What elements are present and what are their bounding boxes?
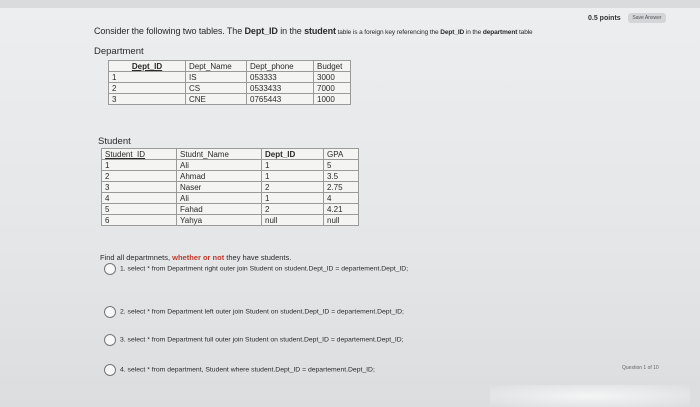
radio-button[interactable] xyxy=(104,306,116,318)
table-cell: 0765443 xyxy=(247,94,314,105)
table-cell: 1 xyxy=(262,193,324,204)
table-cell: CNE xyxy=(186,94,247,105)
table-row xyxy=(109,94,351,105)
table-row xyxy=(102,193,359,204)
option-label: 1. select * from Department right outer join Student on student.Dept_ID = departement.Dept_ID; xyxy=(120,265,409,273)
prompt-text xyxy=(100,253,291,262)
table-cell: 2 xyxy=(102,171,177,182)
table-cell: 7000 xyxy=(314,83,351,94)
table-cell: 3 xyxy=(109,94,186,105)
table-cell: 1000 xyxy=(314,94,351,105)
question-part: table is a foreign key referencing the xyxy=(335,29,441,36)
column-header: Dept_ID xyxy=(262,149,324,160)
table-cell: Naser xyxy=(177,182,262,193)
column-header: Studnt_Name xyxy=(177,149,262,160)
table-cell: 6 xyxy=(102,215,177,226)
table-cell: 2 xyxy=(262,182,324,193)
table-cell: 4 xyxy=(324,193,359,204)
table-cell: 053333 xyxy=(247,72,314,83)
option-label: 2. select * from Department left outer join Student on student.Dept_ID = departement.Dept_ID; xyxy=(120,308,404,316)
column-header: Dept_ID xyxy=(109,61,186,72)
table-cell: 4 xyxy=(102,193,177,204)
save-answer-button[interactable]: Save Answer xyxy=(628,13,666,23)
table-cell: 4.21 xyxy=(324,204,359,215)
department-caption: Department xyxy=(94,46,144,57)
table-row xyxy=(102,171,359,182)
prompt-part: they have students. xyxy=(224,253,292,262)
table-cell: 2 xyxy=(262,204,324,215)
points-label: 0.5 points xyxy=(588,15,621,22)
table-cell: CS xyxy=(186,83,247,94)
table-cell: 3 xyxy=(102,182,177,193)
student-table xyxy=(101,148,359,226)
table-row xyxy=(102,160,359,171)
question-bold: Dept_ID xyxy=(440,29,465,36)
prompt-part: Find all departmnets, xyxy=(100,253,173,262)
question-bold: Dept_ID xyxy=(244,26,278,36)
table-cell: 3000 xyxy=(314,72,351,83)
question-part: Consider the following two tables. The xyxy=(94,26,245,36)
table-cell: 1 xyxy=(262,171,324,182)
table-row xyxy=(109,83,351,94)
table-row xyxy=(102,204,359,215)
column-header: Dept_phone xyxy=(247,61,314,72)
table-cell: 1 xyxy=(109,72,186,83)
answer-option-1[interactable] xyxy=(104,263,408,275)
option-label: 4. select * from department, Student where student.Dept_ID = departement.Dept_ID; xyxy=(120,366,375,374)
table-row xyxy=(102,215,359,226)
table-cell: Ali xyxy=(177,160,262,171)
table-cell: 5 xyxy=(102,204,177,215)
radio-button[interactable] xyxy=(104,334,116,346)
table-cell: 2 xyxy=(109,83,186,94)
table-row xyxy=(102,182,359,193)
option-label: 3. select * from Department full outer join Student on student.Dept_ID = departement.Dept_ID; xyxy=(120,336,404,344)
department-table xyxy=(108,60,351,105)
question-counter: Question 1 of 10 xyxy=(622,365,659,371)
table-row xyxy=(109,72,351,83)
table-header-row xyxy=(102,149,359,160)
answer-option-4[interactable] xyxy=(104,364,375,376)
table-cell: null xyxy=(262,215,324,226)
screen-glare xyxy=(490,385,690,407)
table-header-row xyxy=(109,61,351,72)
table-cell: 0533433 xyxy=(247,83,314,94)
answer-option-3[interactable] xyxy=(104,334,404,346)
table-cell: null xyxy=(324,215,359,226)
table-cell: Ahmad xyxy=(177,171,262,182)
table-cell: 5 xyxy=(324,160,359,171)
student-caption: Student xyxy=(98,136,131,147)
table-cell: IS xyxy=(186,72,247,83)
column-header: GPA xyxy=(324,149,359,160)
question-bold: department xyxy=(482,29,518,36)
column-header: Budget xyxy=(314,61,351,72)
prompt-emphasis: whether or not xyxy=(172,253,225,262)
column-header: Dept_Name xyxy=(186,61,247,72)
table-cell: Fahad xyxy=(177,204,262,215)
answer-option-2[interactable] xyxy=(104,306,404,318)
table-cell: 1 xyxy=(102,160,177,171)
table-cell: Yahya xyxy=(177,215,262,226)
question-part: in the xyxy=(277,26,305,36)
table-cell: Ali xyxy=(177,193,262,204)
table-cell: 3.5 xyxy=(324,171,359,182)
question-part: table xyxy=(517,29,533,36)
radio-button[interactable] xyxy=(104,364,116,376)
question-part: in the xyxy=(464,29,483,36)
column-header: Student_ID xyxy=(102,149,177,160)
top-bar xyxy=(0,0,700,8)
table-cell: 2.75 xyxy=(324,182,359,193)
table-cell: 1 xyxy=(262,160,324,171)
question-bold: student xyxy=(304,26,336,36)
question-text xyxy=(94,26,533,36)
radio-button[interactable] xyxy=(104,263,116,275)
